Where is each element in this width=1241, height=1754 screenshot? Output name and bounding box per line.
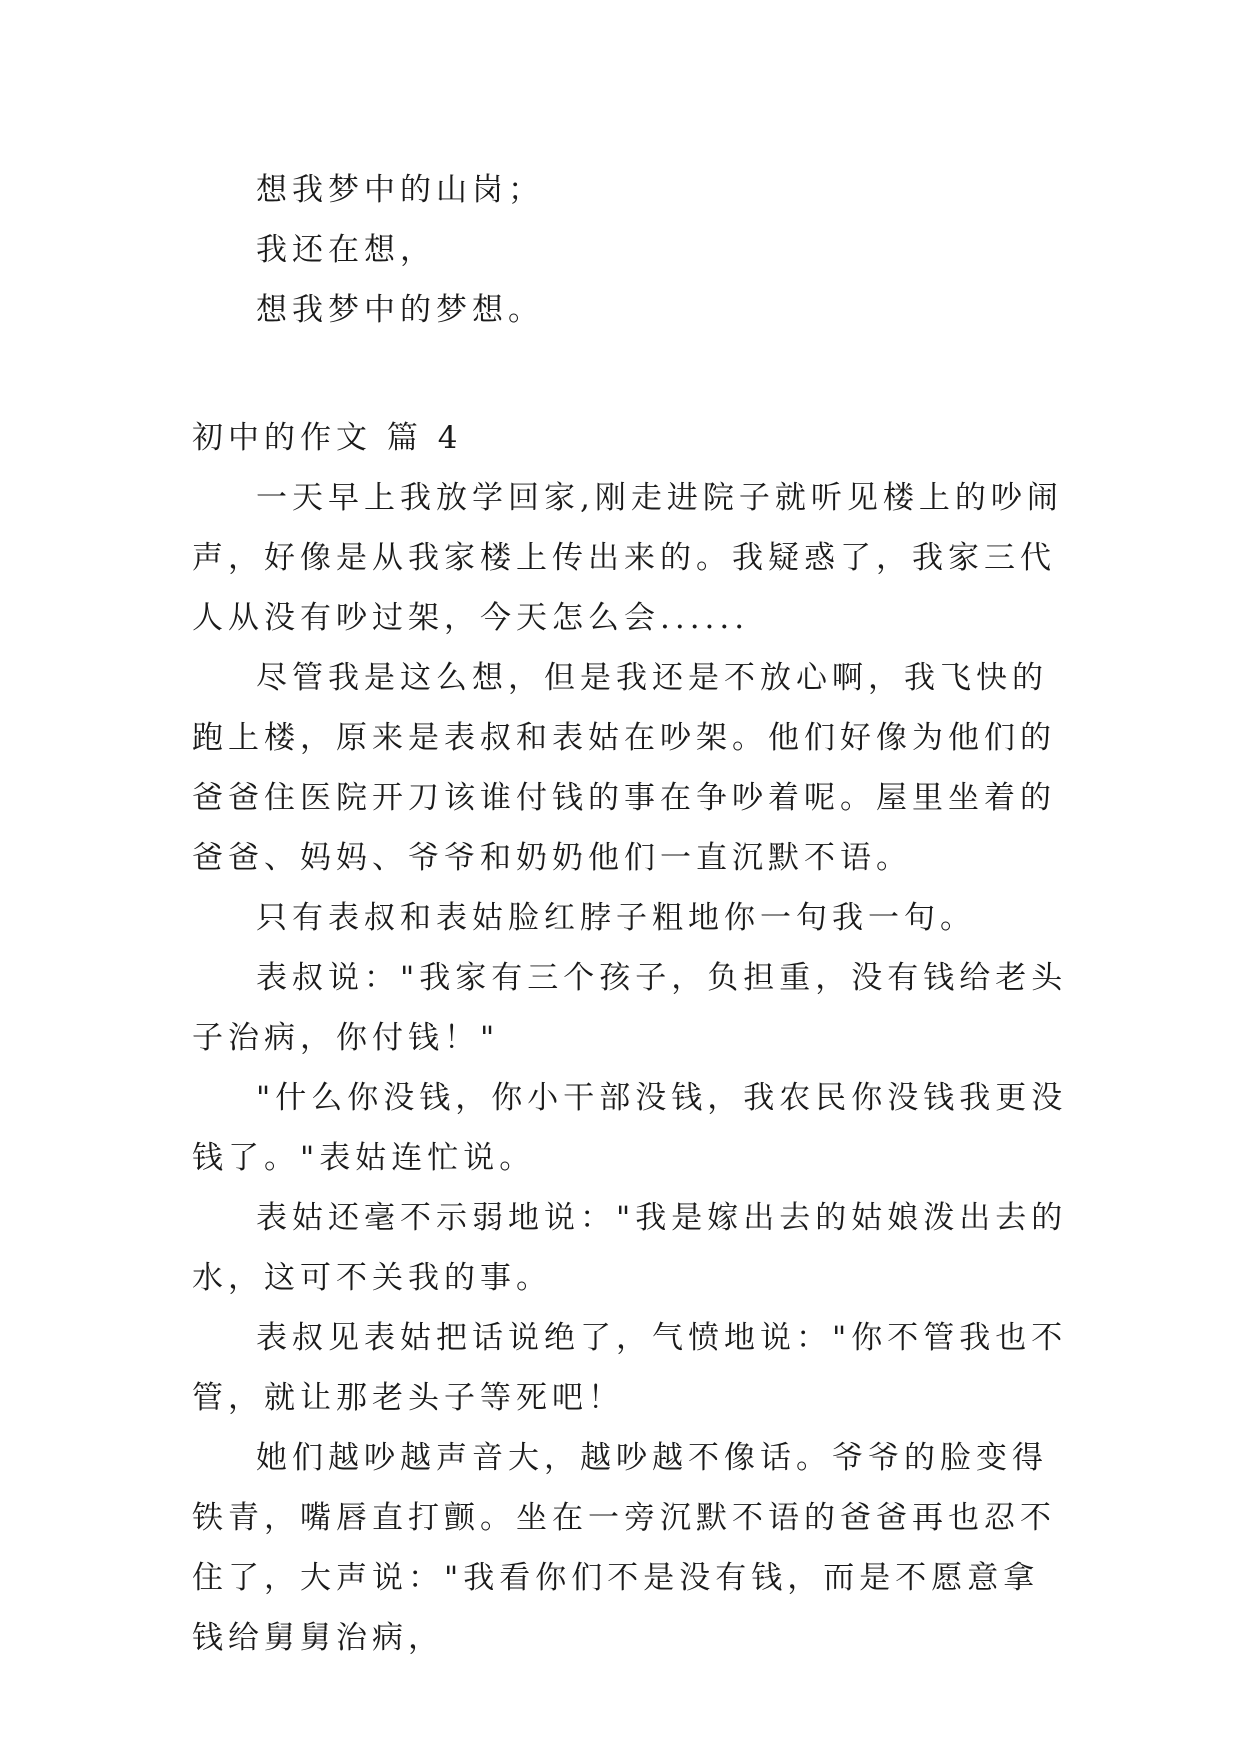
paragraph: "什么你没钱，你小干部没钱，我农民你没钱我更没钱了。"表姑连忙说。 — [192, 1080, 1068, 1176]
document-body — [192, 160, 1072, 1668]
paragraph: 表姑还毫不示弱地说："我是嫁出去的姑娘泼出去的水，这可不关我的事。 — [192, 1200, 1068, 1296]
poem-line: 想我梦中的山岗； — [256, 172, 544, 208]
paragraph: 尽管我是这么想，但是我还是不放心啊，我飞快的跑上楼，原来是表叔和表姑在吵架。他们好像为他们的爸爸住医院开刀该谁付钱的事在争吵着呢。屋里坐着的爸爸、妈妈、爷爷和奶奶他们一直沉默不语。 — [192, 660, 1056, 876]
section-spacer — [192, 340, 1072, 408]
poem-line: 想我梦中的梦想。 — [256, 292, 544, 328]
paragraph: 表叔见表姑把话说绝了，气愤地说："你不管我也不管，就让那老头子等死吧！ — [192, 1320, 1068, 1416]
paragraph: 一天早上我放学回家,刚走进院子就听见楼上的吵闹声，好像是从我家楼上传出来的。我疑惑了，我家三代人从没有吵过架，今天怎么会...... — [192, 480, 1063, 636]
paragraph: 只有表叔和表姑脸红脖子粗地你一句我一句。 — [256, 900, 976, 936]
paragraph: 表叔说："我家有三个孩子，负担重，没有钱给老头子治病，你付钱！" — [192, 960, 1068, 1056]
paragraph: 她们越吵越声音大，越吵越不像话。爷爷的脸变得铁青，嘴唇直打颤。坐在一旁沉默不语的爸爸再也忍不住了，大声说："我看你们不是没有钱，而是不愿意拿钱给舅舅治病， — [192, 1440, 1056, 1656]
poem-line: 我还在想， — [256, 232, 436, 268]
section-heading: 初中的作文 篇 4 — [192, 420, 463, 456]
